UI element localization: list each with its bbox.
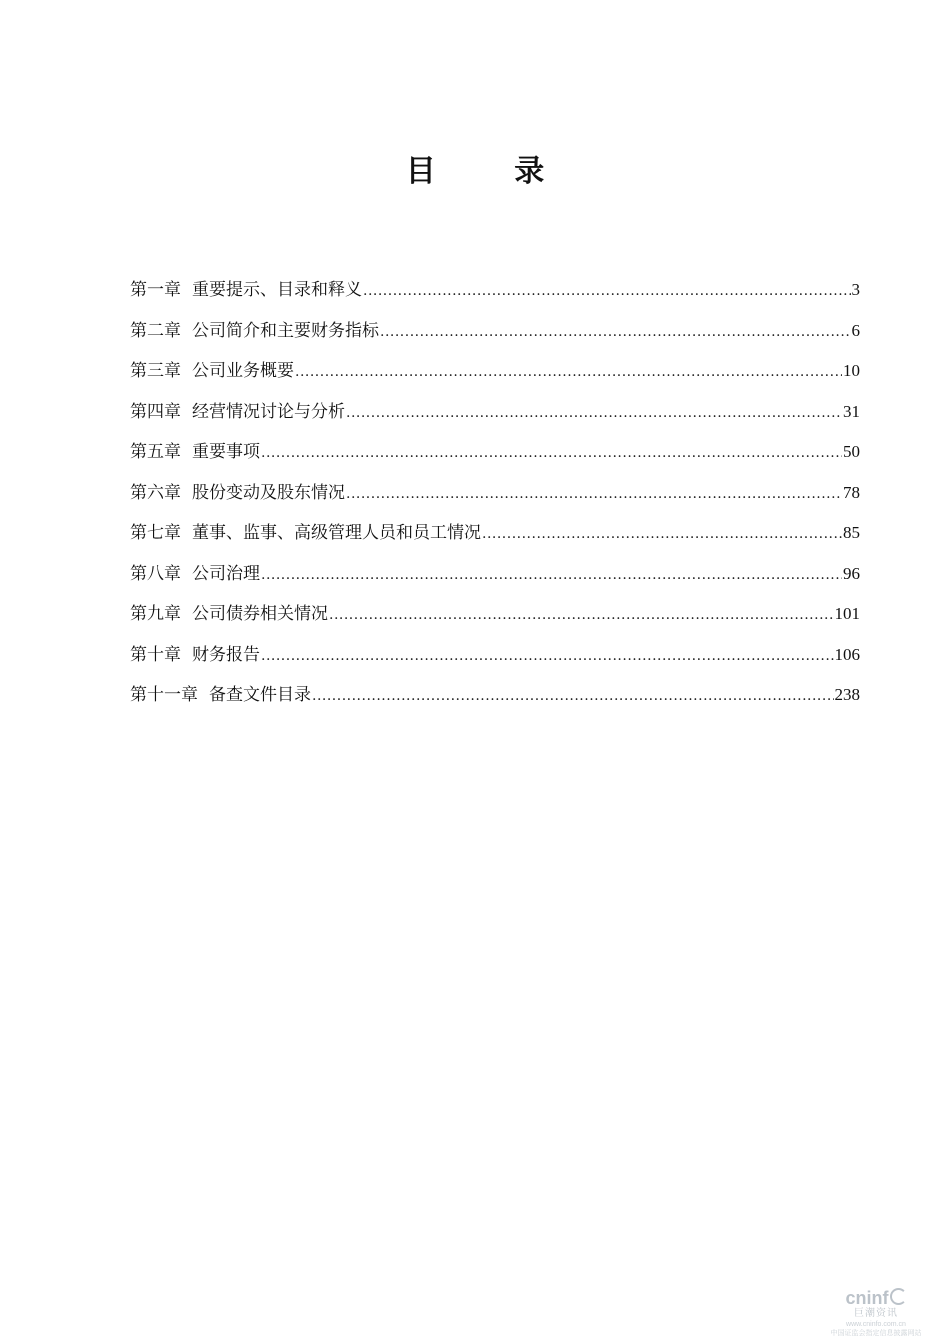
toc-dot-leader [346,480,842,508]
toc-entry-title: 公司业务概要 [192,361,294,381]
cninfo-watermark [816,1288,936,1338]
toc-entry[interactable] [130,438,860,479]
toc-entry-title: 股份变动及股东情况 [192,482,345,503]
cninfo-logo [816,1288,936,1308]
toc-page-number: 6 [851,320,860,340]
toc-dot-leader [482,520,842,548]
cninfo-footer-text: 中国证监会指定信息披露网站 [830,1329,922,1337]
toc-entry-title: 公司治理 [192,563,260,584]
toc-entry[interactable] [130,317,860,358]
toc-entry-title: 经营情况讨论与分析 [192,401,345,422]
toc-entry[interactable] [130,276,860,317]
table-of-contents [130,276,860,722]
toc-entry[interactable] [130,641,860,682]
toc-page-number: 50 [843,442,860,461]
toc-entry[interactable] [130,479,860,520]
toc-dot-leader [329,601,834,629]
toc-page-number: 10 [843,361,860,380]
toc-chapter-label: 第三章 [130,361,181,381]
toc-page-number: 85 [843,523,860,542]
toc-chapter-label: 第十章 [130,644,181,665]
toc-entry-title: 重要事项 [192,442,260,462]
toc-dot-leader [295,358,842,386]
toc-page-number: 101 [834,604,860,623]
page-title: 目 录 [405,154,579,189]
toc-entry[interactable] [130,398,860,439]
toc-entry-title: 备查文件目录 [209,685,311,705]
cninfo-name: 巨潮资讯 [854,1308,898,1319]
toc-chapter-label: 第四章 [130,401,181,422]
toc-chapter-label: 第八章 [130,563,181,584]
toc-dot-leader [261,561,842,589]
cninfo-logo-text: cninf [845,1288,889,1308]
toc-entry-title: 财务报告 [192,644,260,665]
toc-dot-leader [346,399,842,427]
cninfo-url: www.cninfo.com.cn [846,1321,906,1328]
toc-chapter-label: 第十一章 [130,685,198,705]
toc-entry[interactable] [130,519,860,560]
toc-dot-leader [312,682,834,710]
toc-entry-title: 公司债券相关情况 [192,604,328,624]
toc-page-number: 96 [843,563,860,583]
toc-dot-leader [261,439,842,467]
toc-dot-leader [261,642,834,670]
toc-chapter-label: 第二章 [130,320,181,341]
toc-dot-leader [363,277,851,305]
toc-chapter-label: 第六章 [130,482,181,503]
toc-page-number: 106 [834,644,860,664]
toc-chapter-label: 第七章 [130,523,181,543]
toc-entry-title: 重要提示、目录和释义 [192,280,362,300]
toc-entry[interactable] [130,560,860,601]
toc-entry[interactable] [130,357,860,398]
toc-entry-title: 董事、监事、高级管理人员和员工情况 [192,523,481,543]
toc-page-number: 78 [843,482,860,502]
toc-page-number: 3 [851,280,860,299]
toc-dot-leader [380,318,851,346]
toc-page-number: 238 [834,685,860,704]
toc-chapter-label: 第一章 [130,280,181,300]
toc-entry[interactable] [130,600,860,641]
toc-page-number: 31 [843,401,860,421]
toc-entry[interactable] [130,681,860,722]
toc-entry-title: 公司简介和主要财务指标 [192,320,379,341]
toc-chapter-label: 第五章 [130,442,181,462]
cninfo-swirl-icon [890,1288,907,1305]
toc-chapter-label: 第九章 [130,604,181,624]
